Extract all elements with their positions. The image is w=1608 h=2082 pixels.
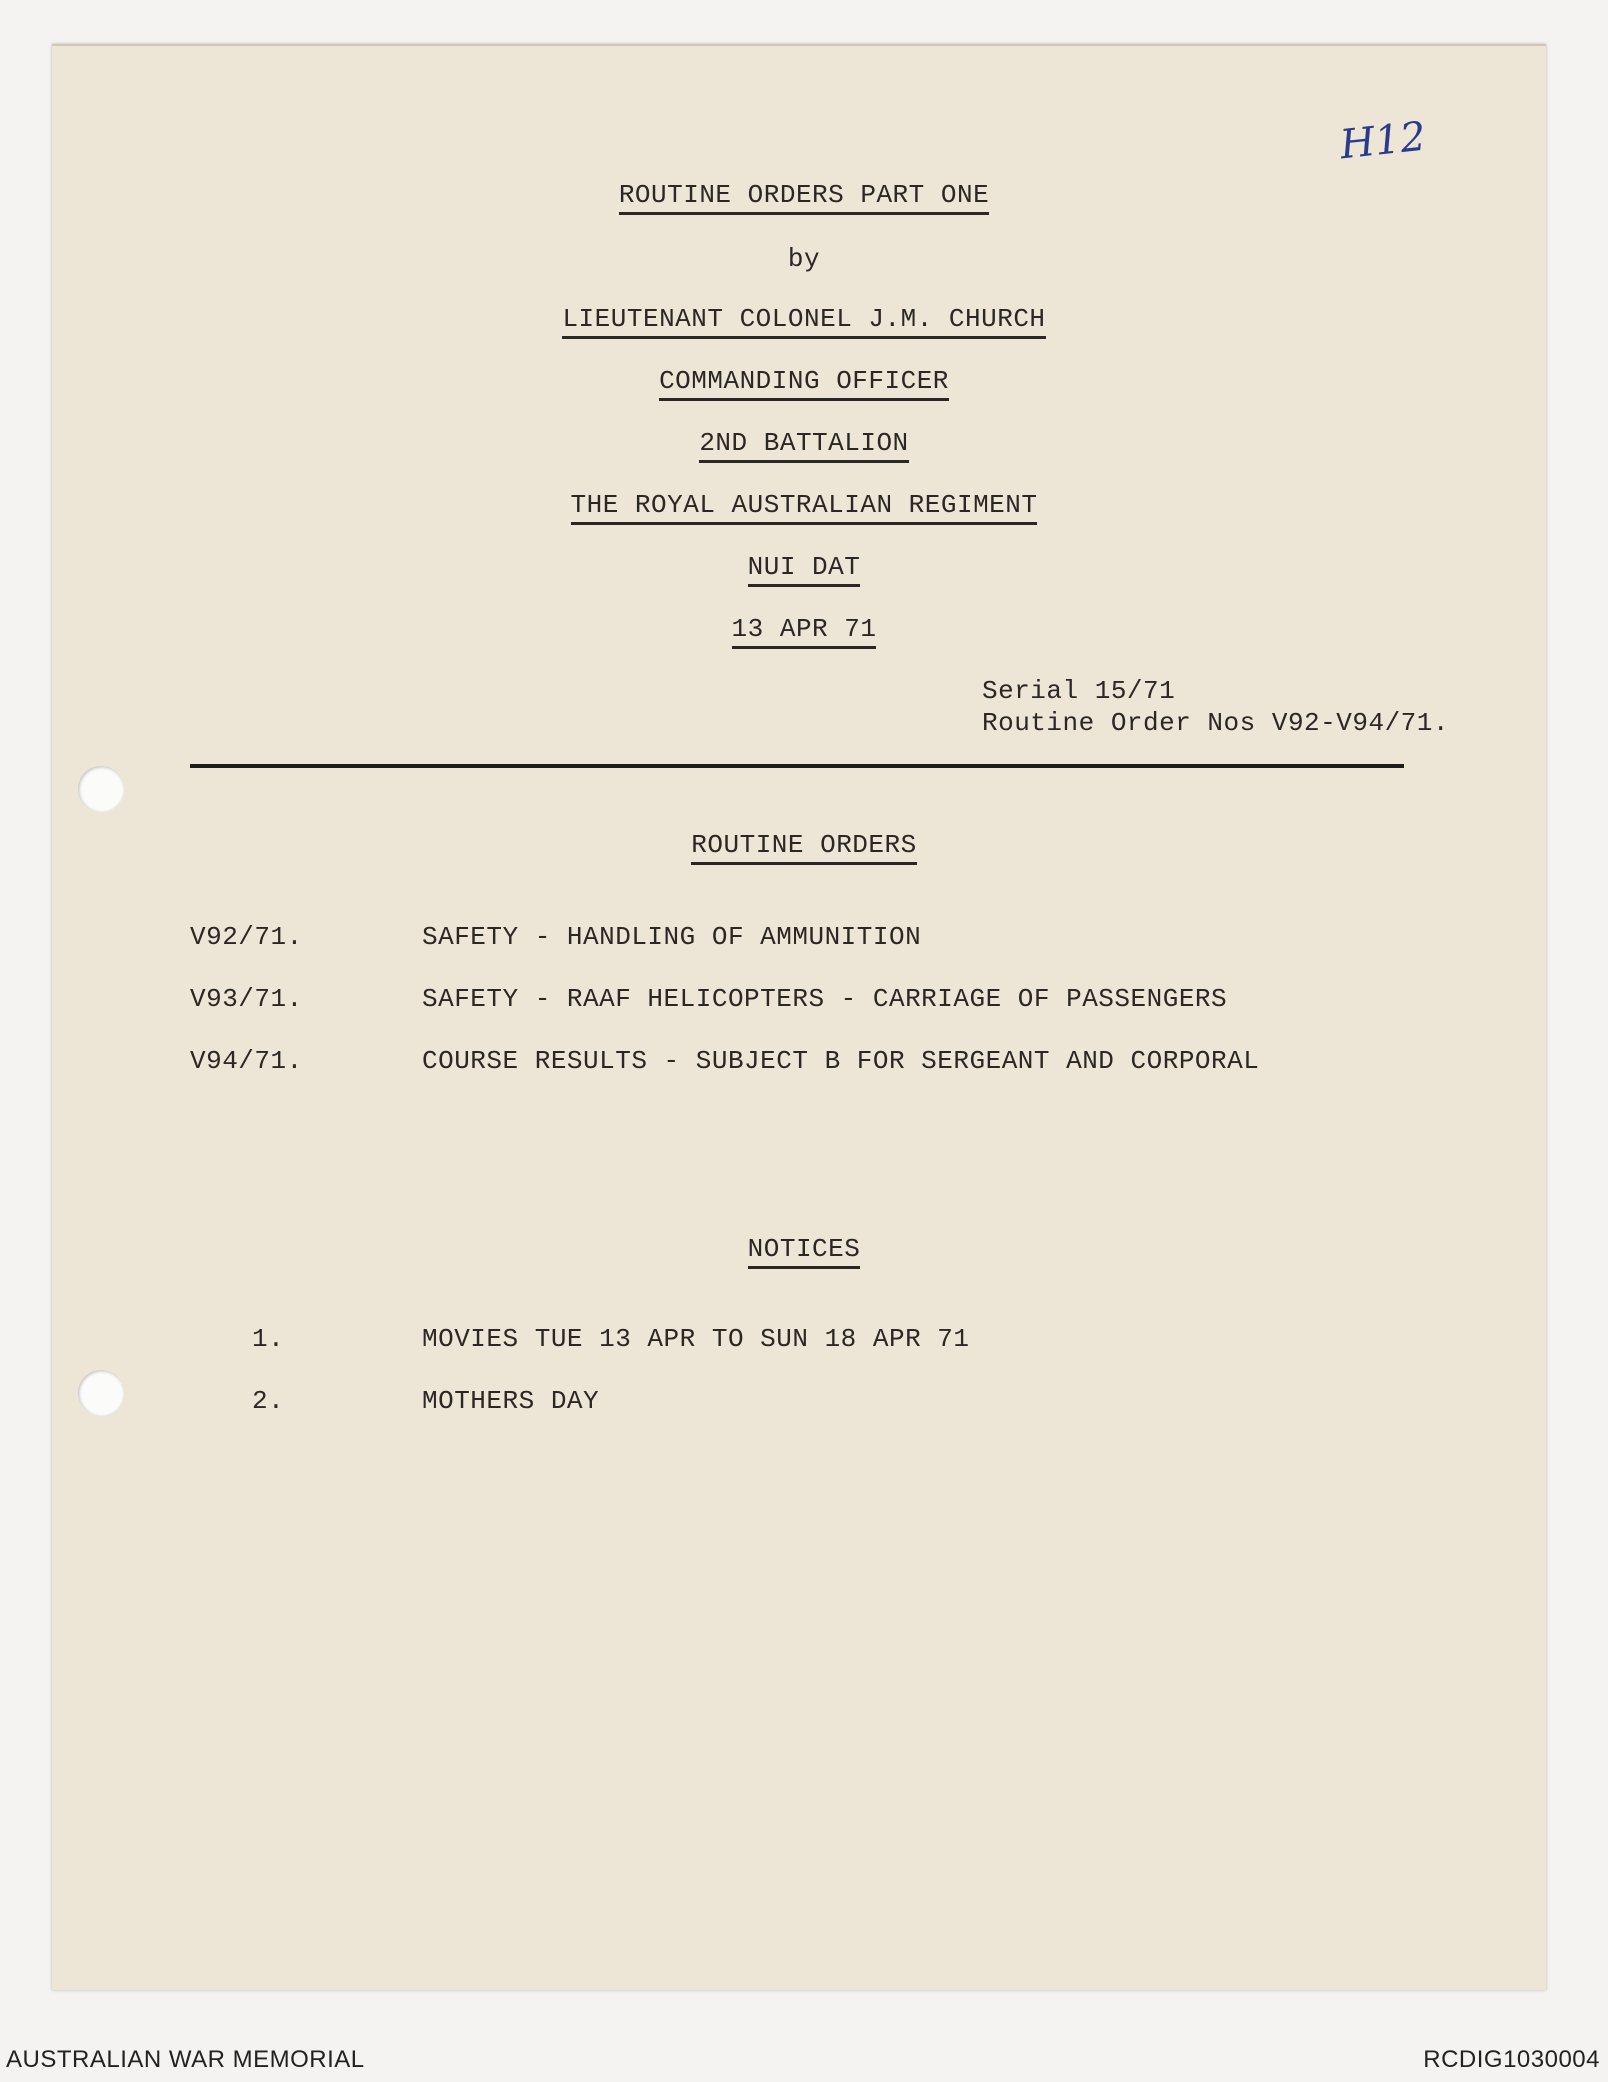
punch-hole-bottom [78, 1370, 124, 1416]
regiment-name-text: THE ROYAL AUSTRALIAN REGIMENT [571, 490, 1038, 525]
order-title: SAFETY - HANDLING OF AMMUNITION [422, 922, 922, 952]
notice-title: MOTHERS DAY [422, 1386, 600, 1416]
punch-hole-top [78, 766, 124, 812]
order-number: V92/71. [190, 922, 303, 952]
serial-number: Serial 15/71 [982, 676, 1176, 706]
separator-rule [190, 764, 1404, 768]
routine-orders-heading [0, 830, 1608, 865]
page-top-edge [52, 44, 1546, 46]
officer-name-text: LIEUTENANT COLONEL J.M. CHURCH [562, 304, 1045, 339]
order-number: V93/71. [190, 984, 303, 1014]
order-title: SAFETY - RAAF HELICOPTERS - CARRIAGE OF PASSENGERS [422, 984, 1228, 1014]
order-title: COURSE RESULTS - SUBJECT B FOR SERGEANT AND CORPORAL [422, 1046, 1260, 1076]
officer-role-text: COMMANDING OFFICER [659, 366, 949, 401]
notice-number: 1. [252, 1324, 285, 1354]
by-line [0, 244, 1608, 276]
notices-heading-text: NOTICES [748, 1234, 861, 1269]
doc-date-text: 13 APR 71 [732, 614, 877, 649]
notice-number: 2. [252, 1386, 285, 1416]
unit-name-text: 2ND BATTALION [699, 428, 908, 463]
doc-date [0, 614, 1608, 649]
location [0, 552, 1608, 587]
routine-order-range: Routine Order Nos V92-V94/71. [982, 708, 1449, 738]
notice-title: MOVIES TUE 13 APR TO SUN 18 APR 71 [422, 1324, 970, 1354]
unit-name [0, 428, 1608, 463]
officer-name [0, 304, 1608, 339]
doc-title-text: ROUTINE ORDERS PART ONE [619, 180, 989, 215]
footer-source: AUSTRALIAN WAR MEMORIAL [6, 2046, 365, 2073]
routine-orders-heading-text: ROUTINE ORDERS [691, 830, 916, 865]
order-number: V94/71. [190, 1046, 303, 1076]
by-text: by [787, 244, 821, 274]
notices-heading [0, 1234, 1608, 1269]
handwritten-mark: H12 [1337, 113, 1428, 169]
regiment-name [0, 490, 1608, 525]
doc-title [0, 180, 1608, 215]
officer-role [0, 366, 1608, 401]
location-text: NUI DAT [748, 552, 861, 587]
footer-id: RCDIG1030004 [1423, 2046, 1600, 2073]
